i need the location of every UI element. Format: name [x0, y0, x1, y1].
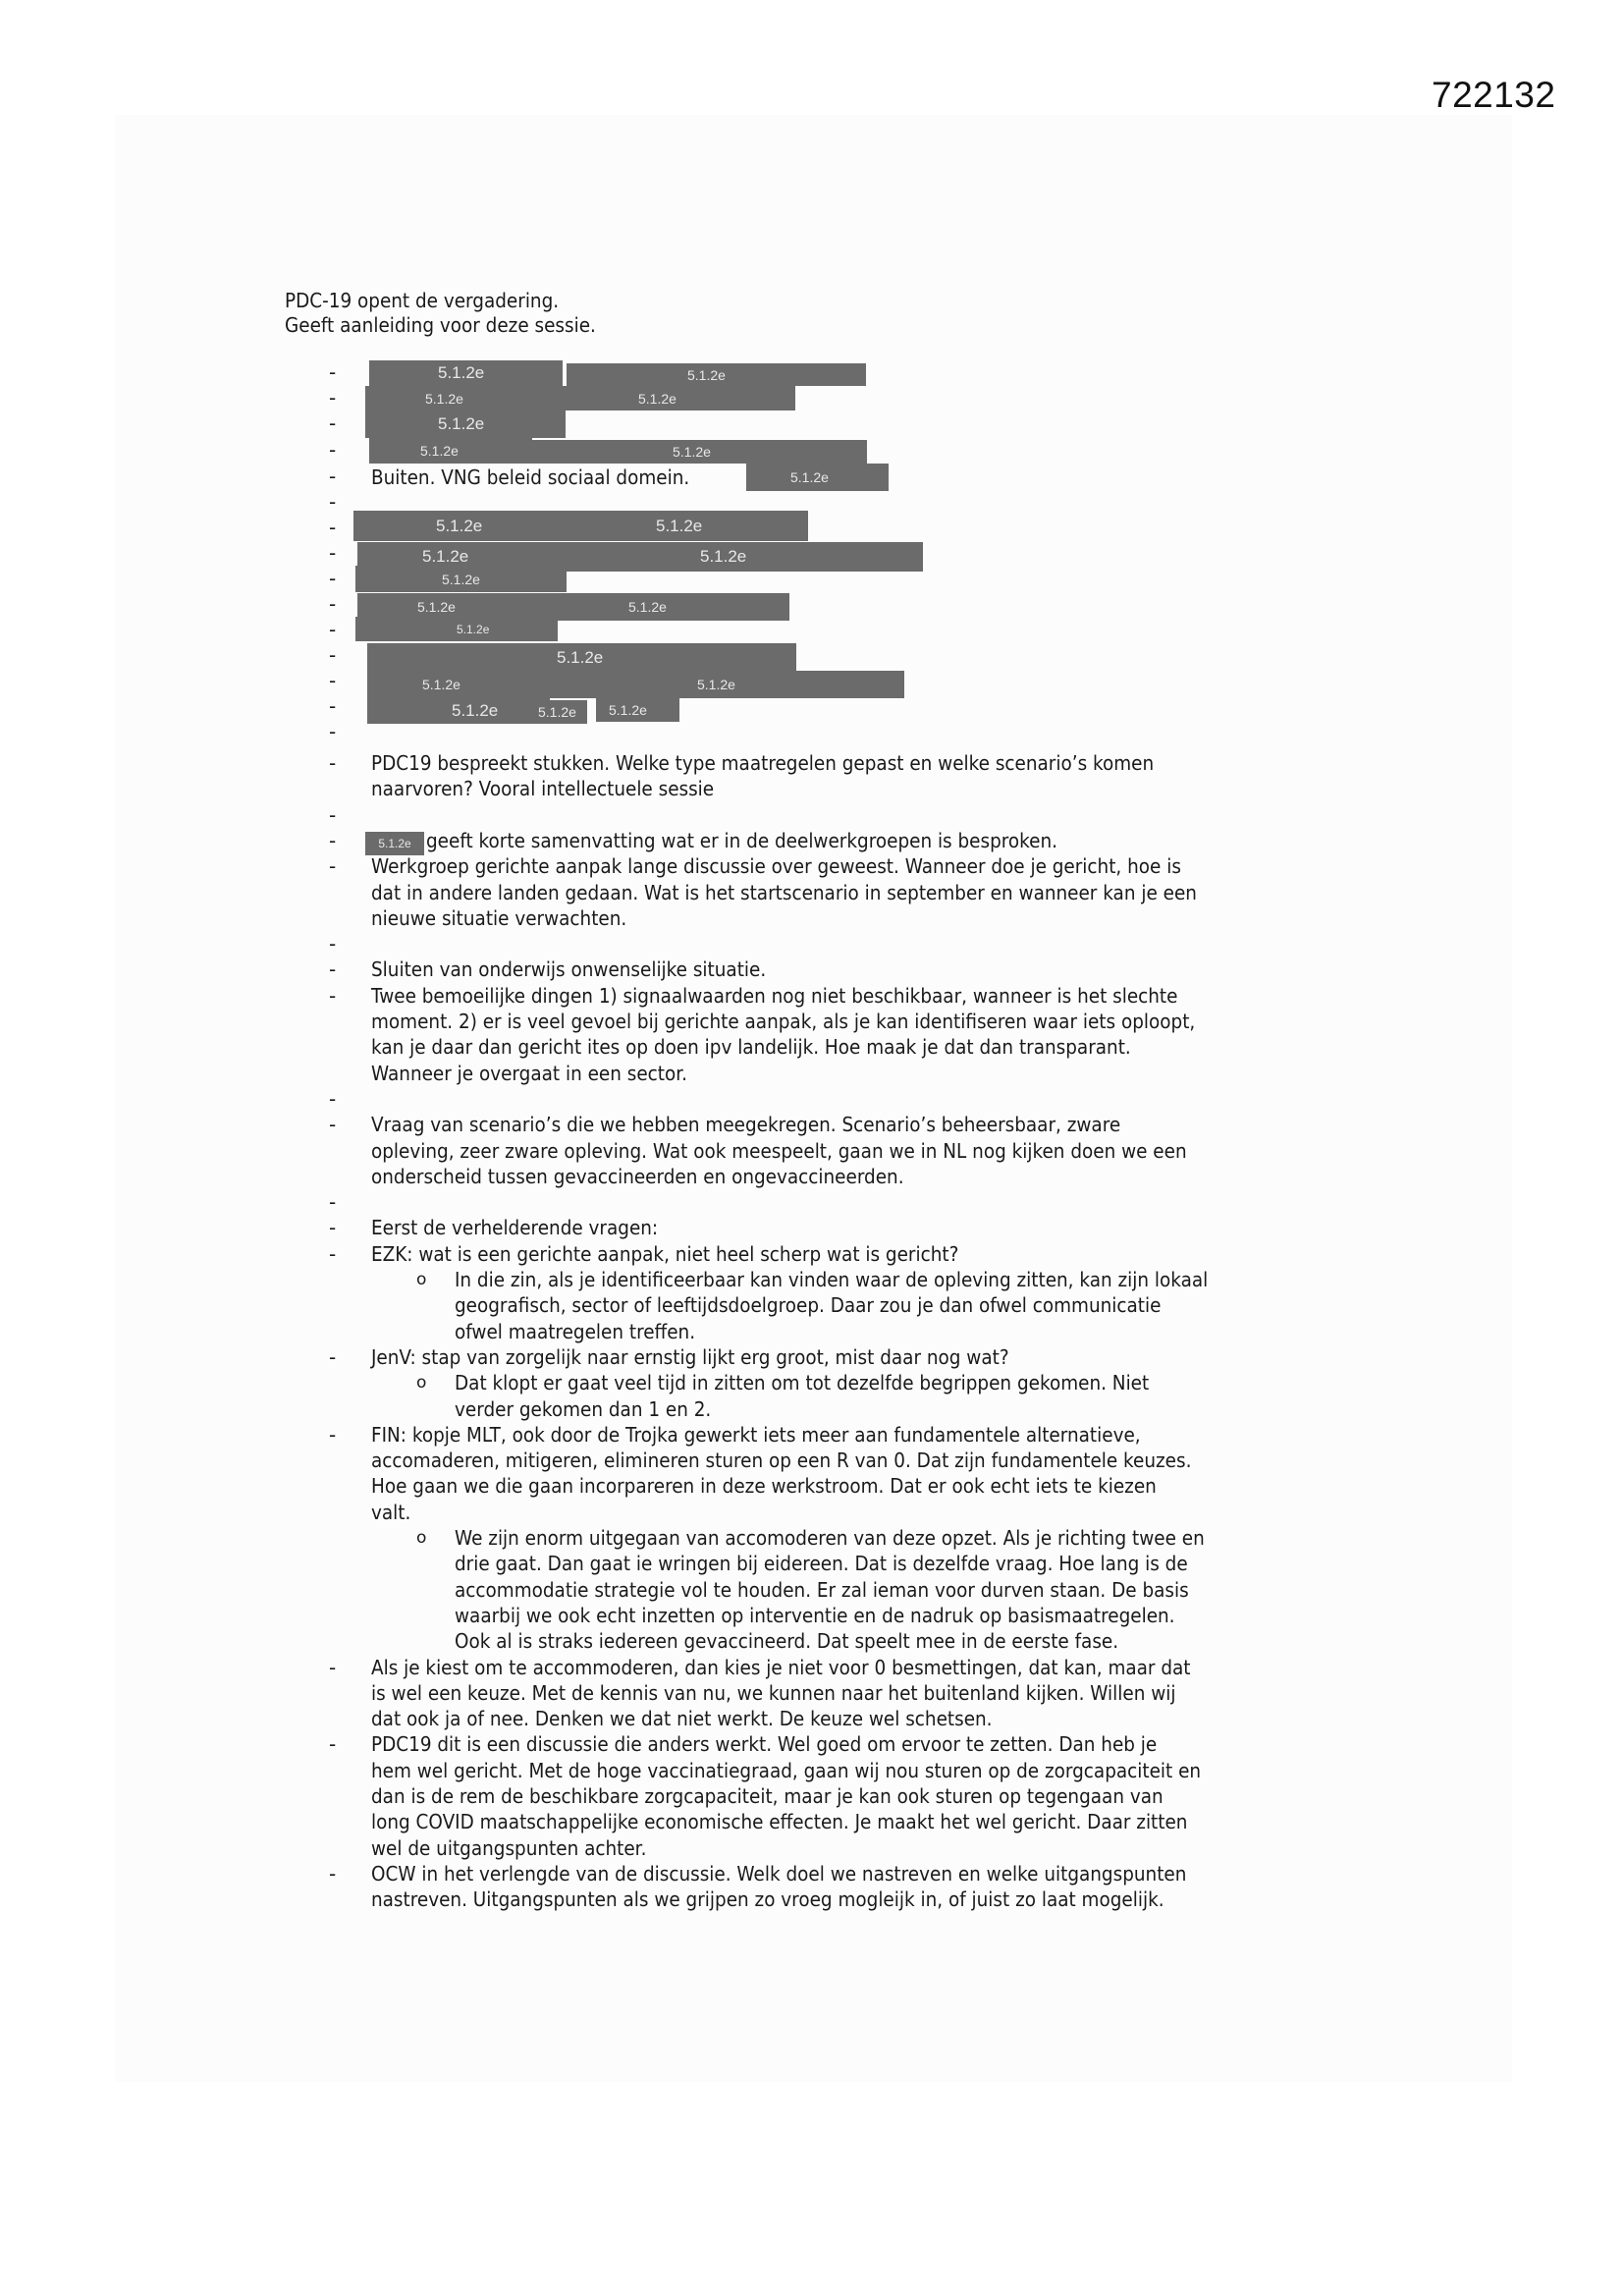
redaction-code: 5.1.2e: [638, 390, 677, 407]
note-text: Vraag van scenario’s die we hebben meegekregen. Scenario’s beheersbaar, zware: [371, 1113, 1121, 1137]
list-dash: -: [329, 720, 337, 743]
sub-note-text: Ook al is straks iedereen gevaccineerd. Dat speelt mee in de eerste fase.: [455, 1629, 1119, 1654]
redaction-box: [369, 360, 563, 386]
note-text: EZK: wat is een gerichte aanpak, niet heel scherp wat is gericht?: [371, 1241, 959, 1266]
sub-note-text: drie gaat. Dan gaat ie wringen bij eidereen. Dat is dezelfde vraag. Hoe lang is de: [455, 1552, 1188, 1576]
redaction-code: 5.1.2e: [425, 390, 463, 407]
note-text: geeft korte samenvatting wat er in de deelwerkgroepen is besproken.: [426, 828, 1058, 852]
list-dash: -: [329, 1422, 337, 1447]
redaction-code: 5.1.2e: [420, 443, 459, 459]
redaction-box: [355, 566, 567, 592]
vng-line: Buiten. VNG beleid sociaal domein.: [371, 465, 690, 489]
list-dash: -: [329, 386, 337, 410]
redaction-code: 5.1.2e: [609, 701, 647, 718]
intro-line-1: PDC-19 opent de vergadering.: [285, 289, 560, 312]
redaction-code: 5.1.2e: [673, 444, 711, 460]
redaction-code: 5.1.2e: [452, 701, 499, 720]
redaction-box: [353, 511, 808, 541]
list-dash: -: [329, 360, 337, 384]
redaction-box: 5.1.2e: [365, 832, 424, 855]
list-dash: -: [329, 411, 337, 435]
redaction-code: 5.1.2e: [697, 677, 735, 692]
list-dash: -: [329, 1732, 337, 1757]
redaction-box: [365, 386, 795, 410]
list-dash: -: [329, 541, 337, 565]
sub-note-text: We zijn enorm uitgegaan van accomoderen van deze opzet. Als je richting twee en: [455, 1526, 1205, 1550]
redaction-code: 5.1.2e: [438, 414, 485, 433]
sub-bullet-icon: o: [416, 1528, 427, 1548]
redaction-code: 5.1.2e: [656, 516, 703, 535]
redaction-code: 5.1.2e: [422, 547, 469, 566]
list-dash: -: [329, 1344, 337, 1369]
redaction-box: [567, 363, 866, 386]
note-text: wel de uitgangspunten achter.: [371, 1835, 647, 1860]
list-dash: -: [329, 957, 337, 982]
note-text: kan je daar dan gericht ites op doen ipv landelijk. Hoe maak je dat dan transparant.: [371, 1035, 1131, 1060]
note-text: dan is de rem de beschikbare zorgcapaciteit, maar je kan ook sturen op tegengaan van: [371, 1784, 1164, 1808]
note-text: FIN: kopje MLT, ook door de Trojka gewerkt iets meer aan fundamentele alternatieve,: [371, 1422, 1141, 1447]
list-dash: -: [329, 516, 337, 539]
note-text: Wanneer je overgaat in een sector.: [371, 1061, 687, 1085]
redaction-box: [369, 438, 532, 464]
sub-note-text: accommodatie strategie vol te houden. Er zal ieman voor durven staan. De basis: [455, 1577, 1189, 1602]
list-dash: -: [329, 1241, 337, 1266]
sub-note-text: Dat klopt er gaat veel tijd in zitten om tot dezelfde begrippen gekomen. Niet: [455, 1371, 1150, 1395]
list-dash: -: [329, 983, 337, 1008]
note-text: Als je kiest om te accommoderen, dan kies je niet voor 0 besmettingen, dat kan, maar dat: [371, 1655, 1191, 1679]
sub-note-text: verder gekomen dan 1 en 2.: [455, 1396, 712, 1421]
document-number: 722132: [1432, 75, 1556, 115]
redaction-box: [596, 697, 679, 722]
list-dash: -: [329, 1086, 337, 1111]
list-dash: -: [329, 751, 337, 775]
note-text: is wel een keuze. Met de kennis van nu, we kunnen naar het buitenland kijken. Willen wij: [371, 1680, 1176, 1705]
note-text: valt.: [371, 1500, 411, 1524]
list-dash: -: [329, 1216, 337, 1240]
sub-bullet-icon: o: [416, 1270, 427, 1289]
note-text: dat in andere landen gedaan. Wat is het startscenario in september en wanneer kan je een: [371, 880, 1197, 904]
note-text: Sluiten van onderwijs onwenselijke situatie.: [371, 957, 767, 982]
redaction-box: [538, 700, 587, 724]
sub-note-text: In die zin, als je identificeerbaar kan vinden waar de opleving zitten, kan zijn lokaal: [455, 1268, 1209, 1291]
redaction-code: 5.1.2e: [417, 599, 456, 615]
list-dash: -: [329, 567, 337, 590]
list-dash: -: [329, 1190, 337, 1215]
sub-bullet-icon: o: [416, 1373, 427, 1394]
note-text: naarvoren? Vooral intellectuele sessie: [371, 777, 715, 801]
list-dash: -: [329, 1861, 337, 1886]
note-text: Twee bemoeilijke dingen 1) signaalwaarden nog niet beschikbaar, wanneer is het slechte: [371, 983, 1178, 1008]
sub-note-text: geografisch, sector of leeftijdsdoelgroep. Daar zou je dan ofwel communicatie: [455, 1293, 1162, 1318]
list-dash: -: [329, 643, 337, 667]
note-text: nieuwe situatie verwachten.: [371, 905, 627, 930]
list-dash: -: [329, 618, 337, 641]
note-text: PDC19 bespreekt stukken. Welke type maatregelen gepast en welke scenario’s komen: [371, 751, 1155, 775]
list-dash: -: [329, 669, 337, 692]
redaction-code: 5.1.2e: [457, 622, 490, 636]
note-text: Werkgroep gerichte aanpak lange discussie over geweest. Wanneer doe je gericht, hoe is: [371, 854, 1181, 879]
list-dash: -: [329, 490, 337, 514]
redaction-code: 5.1.2e: [700, 547, 747, 566]
list-dash: -: [329, 694, 337, 718]
note-text: moment. 2) er is veel gevoel bij gerichte aanpak, als je kan identifiseren waar iets oploopt,: [371, 1010, 1196, 1033]
redaction-code: 5.1.2e: [538, 704, 576, 720]
sub-note-text: ofwel maatregelen treffen.: [455, 1319, 696, 1343]
list-dash: -: [329, 1113, 337, 1137]
note-text: onderscheid tussen gevaccineerden en ongevaccineerden.: [371, 1164, 904, 1188]
list-dash: -: [329, 465, 337, 488]
note-text: accomaderen, mitigeren, elimineren sturen op een R van 0. Dat zijn fundamentele keuzes.: [371, 1449, 1192, 1473]
redaction-box: [365, 410, 566, 438]
note-text: long COVID maatschappelijke economische effecten. Je maakt het wel gericht. Daar zitten: [371, 1810, 1188, 1834]
list-dash: -: [329, 802, 337, 827]
note-text: Eerst de verhelderende vragen:: [371, 1216, 659, 1240]
sub-note-text: waarbij we ook echt inzetten op interventie en de nadruk op basismaatregelen.: [455, 1603, 1175, 1627]
list-dash: -: [329, 438, 337, 462]
note-text: JenV: stap van zorgelijk naar ernstig lijkt erg groot, mist daar nog wat?: [371, 1344, 1009, 1369]
redaction-code: 5.1.2e: [442, 571, 480, 587]
note-text: OCW in het verlengde van de discussie. Welk doel we nastreven en welke uitgangspunten: [371, 1861, 1187, 1886]
redaction-box: [367, 643, 796, 673]
redaction-code: 5.1.2e: [628, 599, 667, 615]
note-text: hem wel gericht. Met de hoge vaccinatiegraad, gaan wij nou sturen op de zorgcapaciteit en: [371, 1758, 1202, 1782]
redaction-box: [355, 617, 558, 641]
note-text: nastreven. Uitgangspunten als we grijpen zo vroeg mogleijk in, of juist zo laat mogelijk.: [371, 1887, 1164, 1912]
redaction-box: [367, 698, 550, 724]
note-text: Hoe gaan we die gaan incorpareren in deze werkstroom. Dat er ook echt iets te kiezen: [371, 1474, 1157, 1499]
redaction-box: [367, 671, 904, 698]
intro-line-2: Geeft aanleiding voor deze sessie.: [285, 313, 596, 337]
note-text: dat ook ja of nee. Denken we dat niet werkt. De keuze wel schetsen.: [371, 1707, 993, 1731]
redaction-code: 5.1.2e: [687, 366, 726, 383]
redaction-code: 5.1.2e: [557, 648, 604, 667]
redaction-code: 5.1.2e: [436, 516, 483, 535]
redaction-code: 5.1.2e: [438, 363, 485, 382]
list-dash: -: [329, 854, 337, 879]
list-dash: -: [329, 1655, 337, 1679]
redaction-box: [746, 464, 889, 491]
list-dash: -: [329, 828, 337, 852]
list-dash: -: [329, 932, 337, 957]
list-dash: -: [329, 592, 337, 616]
redaction-code: 5.1.2e: [790, 469, 829, 485]
redaction-code: 5.1.2e: [422, 677, 460, 692]
note-text: opleving, zeer zware opleving. Wat ook meespeelt, gaan we in NL nog kijken doen we een: [371, 1138, 1187, 1163]
redaction-box: [531, 440, 867, 464]
note-text: PDC19 dit is een discussie die anders werkt. Wel goed om ervoor te zetten. Dan heb je: [371, 1732, 1158, 1757]
